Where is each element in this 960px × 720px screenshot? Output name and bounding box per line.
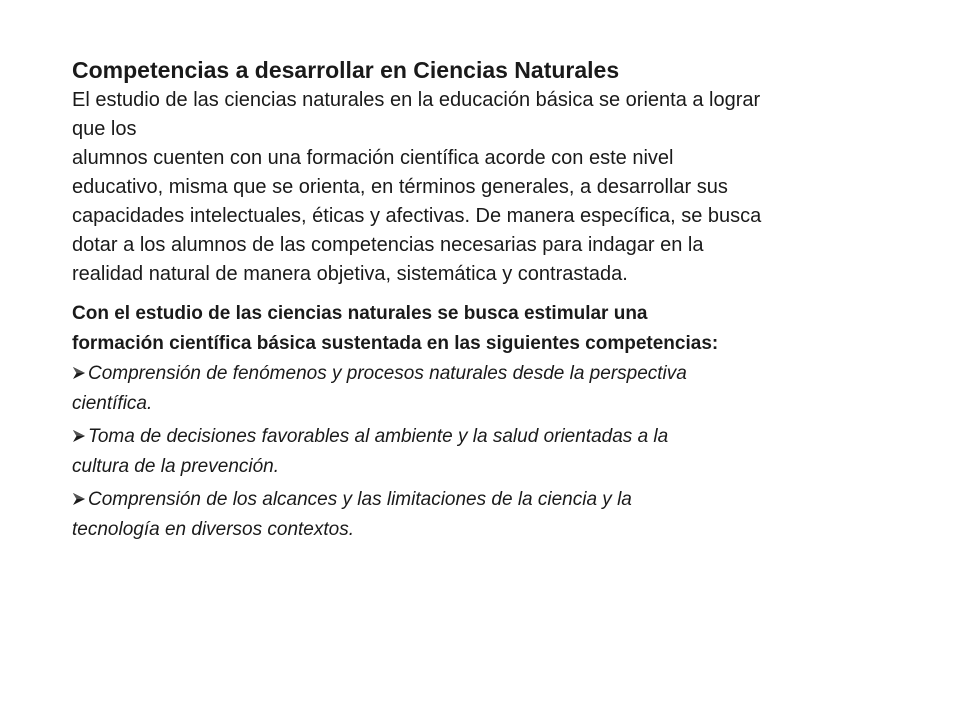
arrow-bullet-icon bbox=[72, 492, 86, 506]
intro-line: realidad natural de manera objetiva, sistemática y contrastada. bbox=[72, 263, 628, 285]
slide-content bbox=[72, 54, 912, 548]
lead-line: formación científica básica sustentada en las siguientes competencias: bbox=[72, 333, 719, 354]
competencies-lead bbox=[72, 299, 912, 359]
intro-line: dotar a los alumnos de las competencias necesarias para indagar en la bbox=[72, 234, 704, 256]
intro-line: que los bbox=[72, 118, 137, 140]
intro-paragraph bbox=[72, 86, 912, 289]
list-item bbox=[72, 422, 912, 482]
bullet-text: Comprensión de los alcances y las limitaciones de la ciencia y la bbox=[88, 489, 632, 510]
arrow-bullet-icon bbox=[72, 429, 86, 443]
list-item bbox=[72, 485, 912, 545]
intro-line: El estudio de las ciencias naturales en la educación básica se orienta a lograr bbox=[72, 89, 761, 111]
bullet-line-1 bbox=[72, 422, 912, 452]
bullet-text: Comprensión de fenómenos y procesos naturales desde la perspectiva bbox=[88, 363, 687, 384]
slide-title: Competencias a desarrollar en Ciencias Naturales bbox=[72, 57, 620, 83]
bullet-line-2: científica. bbox=[72, 393, 153, 414]
bullet-line-1 bbox=[72, 359, 912, 389]
intro-line: capacidades intelectuales, éticas y afectivas. De manera específica, se busca bbox=[72, 205, 762, 227]
lead-line: Con el estudio de las ciencias naturales se busca estimular una bbox=[72, 303, 648, 324]
bullet-line-2: cultura de la prevención. bbox=[72, 456, 280, 477]
intro-line: educativo, misma que se orienta, en términos generales, a desarrollar sus bbox=[72, 176, 728, 198]
arrow-bullet-icon bbox=[72, 366, 86, 380]
bullet-line-1 bbox=[72, 485, 912, 515]
intro-line: alumnos cuenten con una formación científica acorde con este nivel bbox=[72, 147, 674, 169]
list-item bbox=[72, 359, 912, 419]
bullet-line-2: tecnología en diversos contextos. bbox=[72, 519, 355, 540]
bullet-text: Toma de decisiones favorables al ambiente y la salud orientadas a la bbox=[88, 426, 669, 447]
competencies-list bbox=[72, 359, 912, 545]
